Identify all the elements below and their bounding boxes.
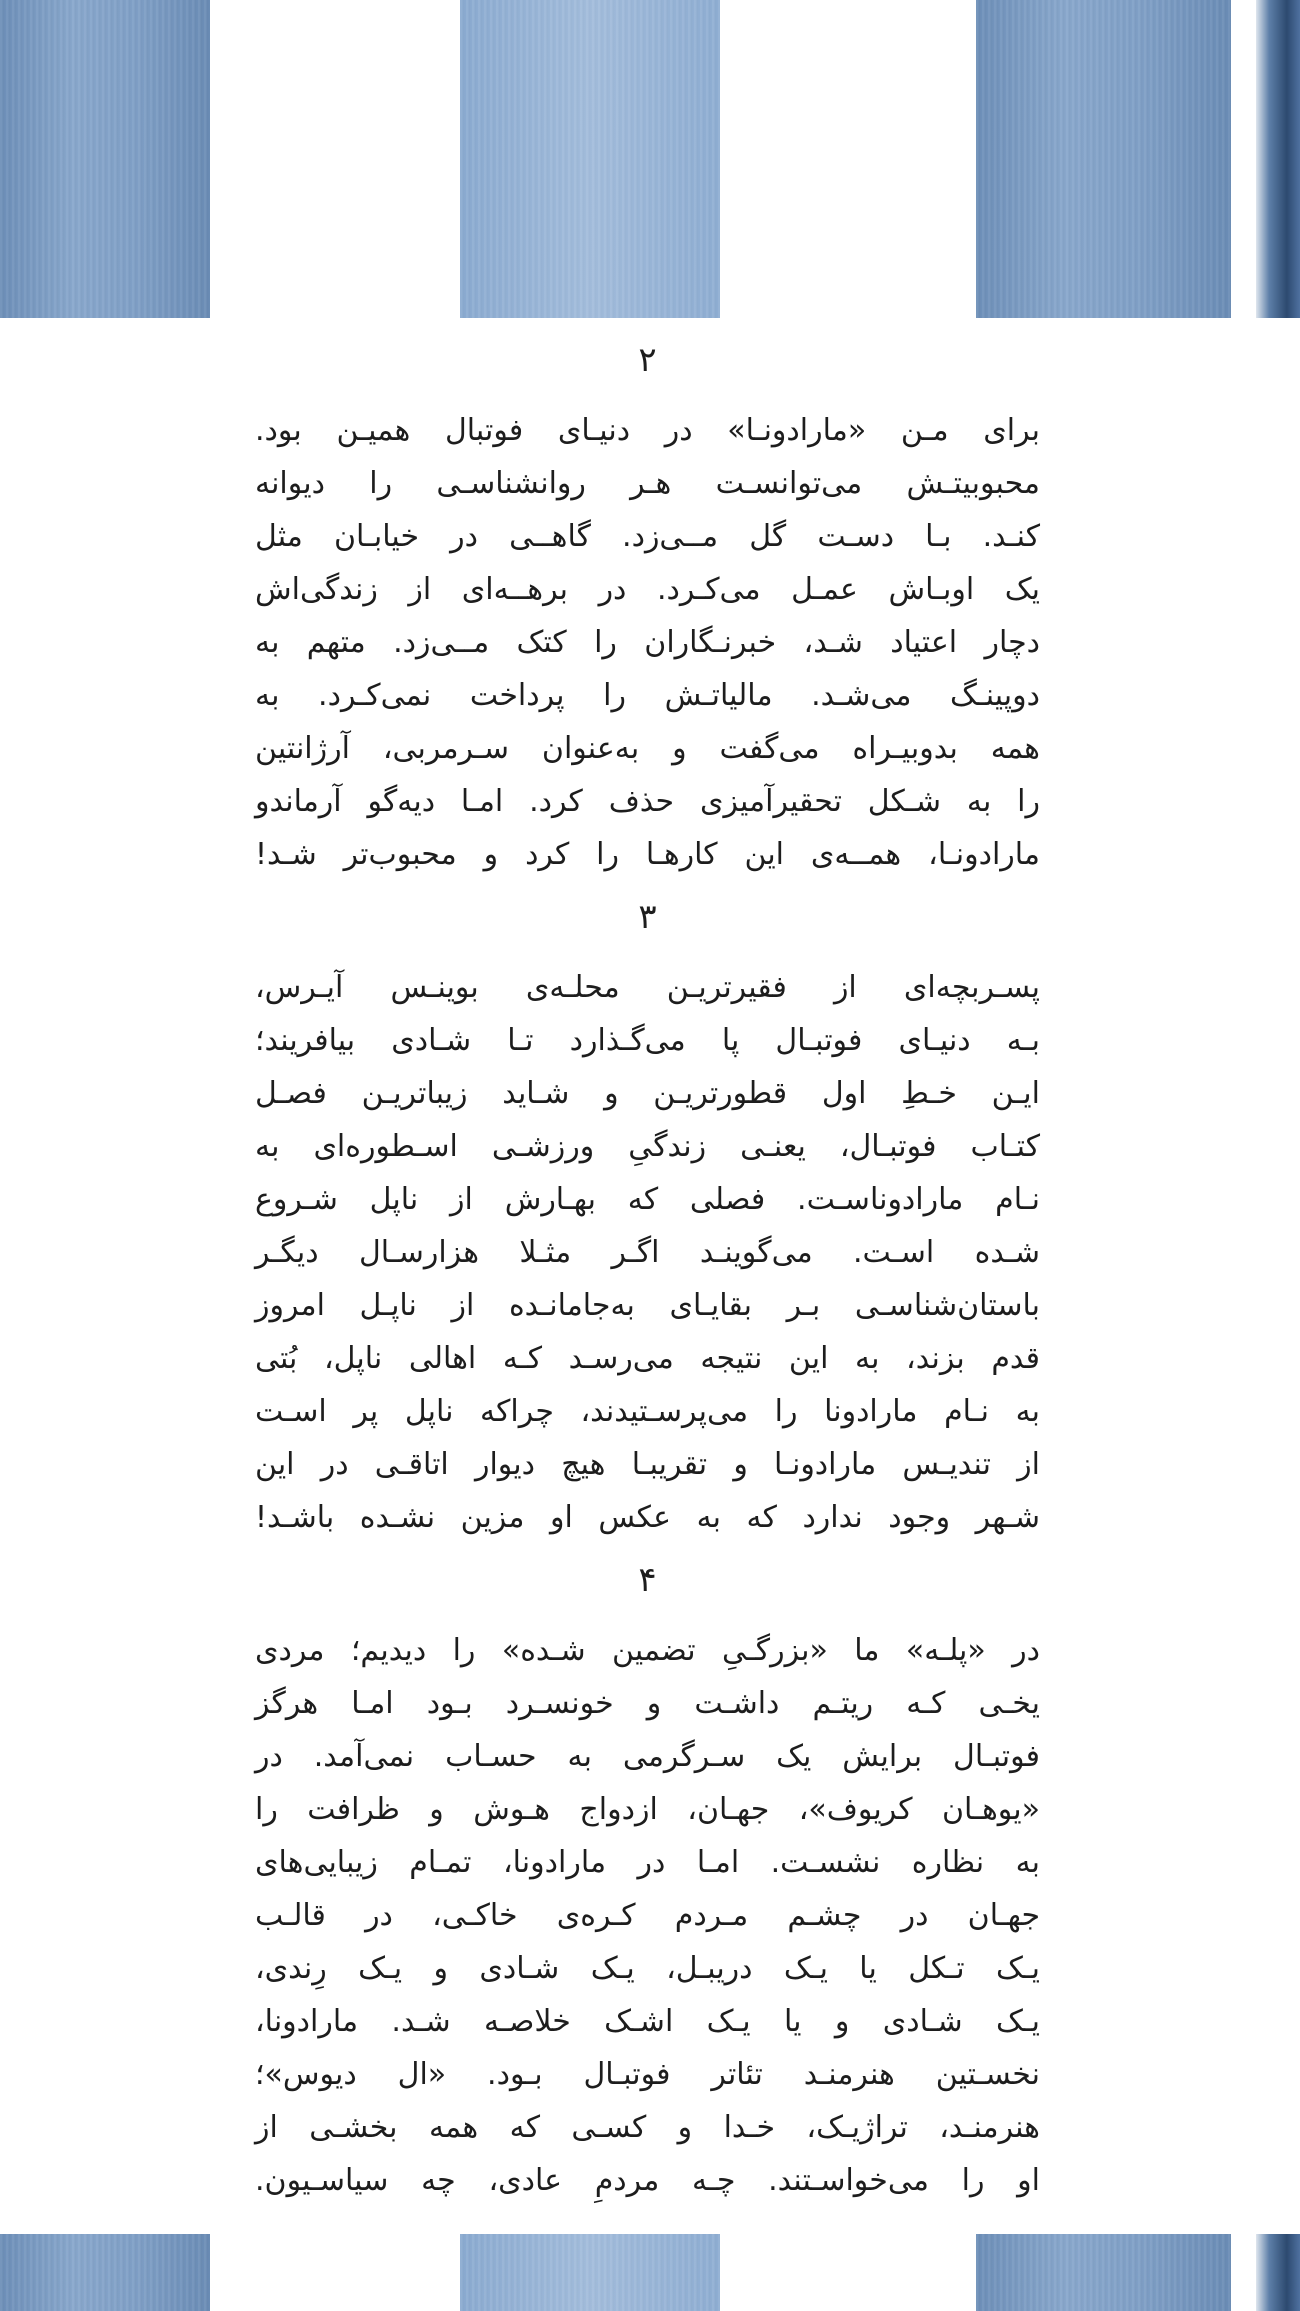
blue-stripe: [976, 0, 1231, 318]
text-line: هنرمنـد، تراژیـک، خـدا و کسـی که همه بخشـی از: [255, 2110, 1040, 2145]
text-line: شـده اسـت. می‌گوینـد اگـر مثـلا هزارسـال دیگـر: [255, 1235, 1040, 1270]
blue-stripe: [0, 0, 210, 318]
text-line: به نظاره نشسـت. امـا در مارادونا، تمـام زیبایی‌های: [255, 1845, 1040, 1880]
text-line: ایـن خـطِ اول قطورتریـن و شـاید زیباتریـن فصـل: [255, 1076, 1040, 1111]
text-line: نخسـتین هنرمنـد تئاتر فوتبـال بـود. «ال دیوس»؛: [255, 2057, 1040, 2092]
section-paragraph: [255, 961, 1040, 1544]
text-line: دوپینـگ می‌شـد. مالیاتـش را پرداخت نمی‌کـرد. به: [255, 678, 1040, 713]
text-line: فوتبـال برایش یک سـرگرمی به حسـاب نمی‌آمد. در: [255, 1739, 1040, 1774]
text-column: [255, 318, 1040, 2207]
text-line: به نـام مارادونا را می‌پرسـتیدند، چراکه ناپل پر اسـت: [255, 1394, 1040, 1429]
text-line: پسـربچه‌ای از فقیرتریـن محلـه‌ی بوینـس آیـرس،: [255, 970, 1040, 1005]
text-line: در «پلـه» ما «بزرگـیِ تضمین شـده» را دیدیم؛ مردی: [255, 1633, 1040, 1668]
text-line: یـک تـکل یا یـک دریبـل، یـک شـادی و یـک رِندی،: [255, 1951, 1040, 1986]
text-line: را به شـکل تحقیرآمیزی حذف کرد. امـا دیه‌گو آرماندو: [255, 784, 1040, 819]
text-line: برای مـن «مارادونـا» در دنیـای فوتبال همیـن بود.: [255, 413, 1040, 448]
text-line: جهـان در چشـم مـردم کـره‌ی خاکـی، در قالـب: [255, 1898, 1040, 1933]
blue-stripe: [0, 2234, 210, 2311]
bottom-decorative-band: [0, 2234, 1300, 2311]
text-line: یخـی کـه ریتـم داشـت و خونسـرد بـود امـا هرگز: [255, 1686, 1040, 1721]
blue-stripe: [1256, 2234, 1300, 2311]
text-line: محبوبیتـش می‌توانسـت هـر روانشناسـی را دیوانه: [255, 466, 1040, 501]
section-paragraph: [255, 404, 1040, 881]
text-line: بـه دنیـای فوتبـال پا می‌گـذارد تـا شـادی بیافریند؛: [255, 1023, 1040, 1058]
text-line: قدم بزند، به این نتیجه می‌رسـد کـه اهالی ناپل، بُتی: [255, 1341, 1040, 1376]
section-paragraph: [255, 1624, 1040, 2207]
blue-stripe: [460, 2234, 720, 2311]
blue-stripe: [460, 0, 720, 318]
text-line: یـک شـادی و یا یـک اشـک خلاصـه شـد. مارادونا،: [255, 2004, 1040, 2039]
text-line: از تندیـس مارادونـا و تقریبـا هیچ دیوار اتاقـی در این: [255, 1447, 1040, 1482]
text-line: «یوهـان کریوف»، جهـان، ازدواج هـوش و ظرافت را: [255, 1792, 1040, 1827]
text-line: کتـاب فوتبـال، یعنـی زندگیِ ورزشـی اسـطوره‌ای به: [255, 1129, 1040, 1164]
section-number: ۲: [638, 340, 657, 380]
text-line: مارادونـا، همــه‌ی این کارهـا را کرد و محبوب‌تر شـد!: [255, 837, 1040, 872]
text-line: شـهر وجود ندارد که به عکس او مزین نشـده باشـد!: [255, 1500, 1040, 1535]
text-line: نـام مارادوناسـت. فصلی که بهـارش از ناپل شـروع: [255, 1182, 1040, 1217]
section-number: ۴: [638, 1560, 657, 1600]
blue-stripe: [976, 2234, 1231, 2311]
text-line: دچار اعتیاد شـد، خبرنـگاران را کتک مــی‌زد. متهم به: [255, 625, 1040, 660]
text-line: کنـد. بـا دسـت گل مــی‌زد. گاهــی در خیابـان مثل: [255, 519, 1040, 554]
text-line: باستان‌شناسـی بـر بقایـای به‌جامانـده از ناپـل امروز: [255, 1288, 1040, 1323]
section-number: ۳: [638, 897, 657, 937]
text-line: او را می‌خواسـتند. چـه مردمِ عادی، چه سیاسـیون.: [255, 2163, 1040, 2198]
text-line: همه بدوبیـراه می‌گفت و به‌عنوان سـرمربی، آرژانتین: [255, 731, 1040, 766]
top-decorative-band: [0, 0, 1300, 318]
blue-stripe: [1256, 0, 1300, 318]
text-line: یک اوبـاش عمـل می‌کـرد. در برهــه‌ای از زندگی‌اش: [255, 572, 1040, 607]
